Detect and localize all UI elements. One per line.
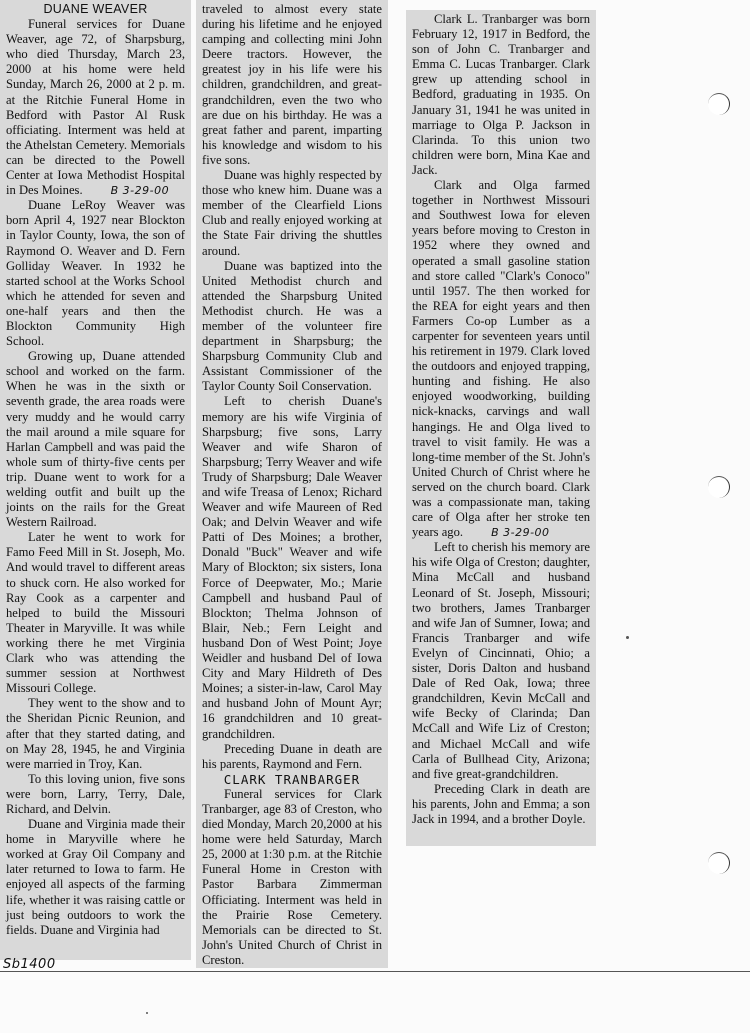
duane-paragraph-8: traveled to almost every state during his lifetime and he enjoyed camping and collecting mini John Deere tractors. However, the greatest joy in his life were his children, grandchildren, and great-grandchildren, even the two who are due on his birthday. He was a great father and parent, imparting his knowledge and wisdom to his five sons. <box>202 2 382 167</box>
duane-paragraph-1: Funeral services for Duane Weaver, age 72, of Sharpsburg, who died Thursday, March 23, 2000 at his home were held Sunday, March 26, 2000 at 2 p. m. at the Ritchie Funeral Home in Bedford with Pastor Al Rusk officiating. Interment was held at the Athelstan Cemetery. Memorials can be directed to the Powell Center at Iowa Methodist Hospital in Des Moines. B 3-29-00 <box>6 17 185 198</box>
handwritten-date-note-2: B 3-29-00 <box>491 526 550 540</box>
clark-paragraph-5: Preceding Clark in death are his parents, John and Emma; a son Jack in 1994, and a brother Doyle. <box>412 781 590 826</box>
duane-paragraph-2: Duane LeRoy Weaver was born April 4, 1927 near Blockton in Taylor County, Iowa, the son of Raymond O. Weaver and D. Fern Golliday Weaver. In 1932 he started school at the Works School which he attended for seven and one-half years and then the Blockton Community High School. <box>6 198 185 349</box>
duane-paragraph-7: Duane and Virginia made their home in Maryville where he worked at Gray Oil Company and later returned to Iowa to farm. He enjoyed all aspects of the farming life, whether it was raising cattle or just being outdoors to work the fields. Duane and Virginia had <box>6 817 185 937</box>
duane-paragraph-11: Left to cherish Duane's memory are his wife Virginia of Sharpsburg; five sons, Larry Weaver and wife Sharon of Sharpsburg; Terry Weaver and wife Trudy of Sharpsburg; Dale Weaver and wife Treasa of Lenox; Richard Weaver and wife Maureen of Red Oak; and Delvin Weaver and wife Patti of Des Moines; a brother, Donald "Buck" Weaver and wife Mary of Blockton; six sisters, Iona Force of Deepwater, Mo.; Marie Campbell and husband Paul of Blockton; Thelma Johnson of Blair, Neb.; Fern Leight and husband Don of West Point; Joye Weidler and husband Del of Iowa City and Mary Hildreth of Des Moines; a sister-in-law, Carol May and husband John of Mount Ayr; 16 grandchildren and 10 great-grandchildren. <box>202 394 382 741</box>
duane-paragraph-5: They went to the show and to the Sheridan Picnic Reunion, and after that they started dating, and on May 28, 1945, he and Virginia were married in Troy, Kan. <box>6 696 185 771</box>
column-3 <box>406 10 596 846</box>
handwritten-date-note: B 3-29-00 <box>110 184 170 198</box>
binder-hole-bottom <box>708 852 730 874</box>
page-rule <box>0 971 750 972</box>
headline-duane: DUANE WEAVER <box>43 2 148 16</box>
duane-paragraph-3: Growing up, Duane attended school and worked on the farm. When he was in the sixth or seventh grade, the area roads were very muddy and he would carry the mail around a mile square for Harlan Campbell and was paid the whole sum of thirty-five cents per trip. Duane went to work for a welding outfit and built up the joints on the rails for the Great Western Railroad. <box>6 349 185 530</box>
clark-paragraph-4: Left to cherish his memory are his wife Olga of Creston; daughter, Mina McCall and husband Leonard of St. Joseph, Missouri; two brothers, James Tranbarger and wife Jan of Sumner, Iowa; and Francis Tranbarger and wife Evelyn of Cincinnati, Ohio; a sister, Doris Dalton and husband Dale of Red Oak, Iowa; three grandchildren, Kevin McCall and wife Becky of Clarinda; Dan McCall and Wife Liz of Creston; and Michael McCall and wife Carla of Bullhead City, Arizona; and five great-grandchildren. <box>412 540 590 781</box>
duane-paragraph-12: Preceding Duane in death are his parents, Raymond and Fern. <box>202 741 382 771</box>
handwritten-id-note: Sb1400 <box>3 957 56 972</box>
clark-paragraph-3: Clark and Olga farmed together in Northwest Missouri and Southwest Iowa for eleven years before moving to Creston in 1952 where they owned and operated a small gasoline station and store called "Clark's Conoco" until 1957. The then worked for the REA for eight years and then Farmers Co-op Lumber as a carpenter for seventeen years until his retirement in 1979. Clark loved the outdoors and enjoyed trapping, hunting and fishing. He also enjoyed woodworking, building nick-knacks, carvings and wall hangings. He and Olga lived to travel to visit family. He was a long-time member of the St. John's United Church of Christ where he served on the church board. Clark was a compassionate man, taking care of Olga after her stroke ten years ago. B 3-29-00 <box>412 178 590 540</box>
headline-clark: CLARK TRANBARGER <box>223 771 361 787</box>
clark-paragraph-2: Clark L. Tranbarger was born February 12, 1917 in Bedford, the son of John C. Tranbarger and Emma C. Lucas Tranbarger. Clark grew up attending school in Bedford, graduating in 1935. On January 31, 1941 he was united in marriage to Olga P. Jackson in Clarinda. To this union two children were born, Mina Kae and Jack. <box>412 12 590 177</box>
duane-paragraph-4: Later he went to work for Famo Feed Mill in St. Joseph, Mo. And would travel to different areas to shuck corn. He also worked for Ray Cook as a carpenter and helped to build the Missouri Theater in Maryville. It was while working there he met Virginia Clark who was attending the summer session at Northwest Missouri College. <box>6 530 185 696</box>
clark-paragraph-1: Funeral services for Clark Tranbarger, age 83 of Creston, who died Monday, March 20,2000 at his home were held Saturday, March 25, 2000 at 1:30 p.m. at the Ritchie Funeral Home in Creston with Pastor Barbara Zimmerman Officiating. Interment was held in the Prairie Rose Cemetery. Memorials can be directed to St. John's United Church of Christ in Creston. <box>202 786 382 967</box>
duane-paragraph-9: Duane was highly respected by those who knew him. Duane was a member of the Clearfield Lions Club and really enjoyed working at the State Fair driving the shuttles around. <box>202 168 382 258</box>
binder-hole-middle <box>708 476 730 498</box>
binder-hole-top <box>708 93 730 115</box>
duane-paragraph-6: To this loving union, five sons were born, Larry, Terry, Dale, Richard, and Delvin. <box>6 771 185 816</box>
duane-paragraph-10: Duane was baptized into the United Methodist church and attended the Sharpsburg United Methodist church. He was a member of the volunteer fire department in Sharpsburg; the Sharpsburg Community Club and Assistant Commissioner of the Taylor County Soil Conservation. <box>202 258 382 394</box>
column-1 <box>0 0 191 960</box>
scan-speck <box>626 636 629 639</box>
scan-speck <box>146 1012 148 1014</box>
column-2 <box>196 0 388 968</box>
